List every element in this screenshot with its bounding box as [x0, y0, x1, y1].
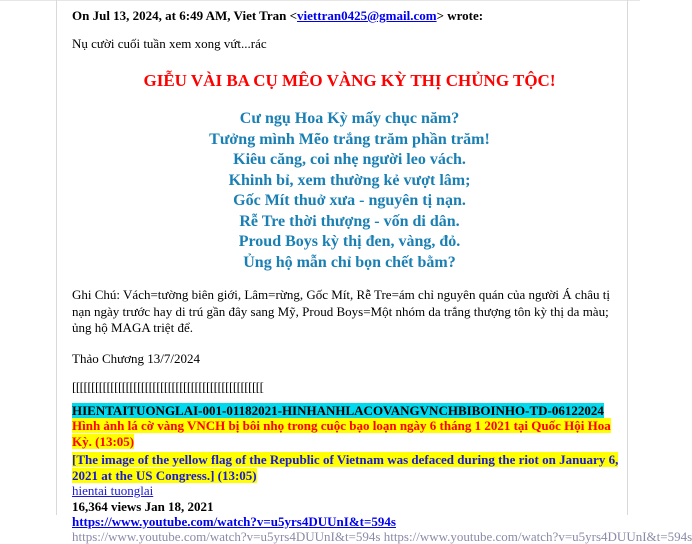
view-count: 16,364 views Jan 18, 2021 [72, 498, 214, 514]
email-subtitle: Nụ cười cuối tuần xem xong vứt...rác [72, 36, 267, 51]
poem-line: Ủng hộ mẫn chỉ bọn chết bằm? [243, 253, 456, 271]
poem-note: Ghi Chú: Vách=tường biên giới, Lâm=rừng, Gốc Mít, Rễ Tre=ám chỉ nguyên quán của người Á châu tị nạn ngày trước hay di trú gần đây sang Mỹ, Proud Boys=Một nhóm da trắng thượng tôn kỳ thị da màu; ủng hộ MAGA triệt để. [72, 287, 610, 335]
email-body [72, 8, 692, 544]
video-id-title: HIENTAITUONGLAI-001-01182021-HINHANHLACOVANGVNCHBIBOINHO-TD-06122024 [72, 402, 604, 418]
right-margin-line [627, 0, 628, 515]
window-top-border [0, 0, 640, 1]
youtube-link[interactable]: https://www.youtube.com/watch?v=u5yrs4DUUnI&t=594s [72, 514, 396, 529]
channel-link[interactable]: hientai tuonglai [72, 483, 154, 498]
video-caption-vietnamese: Hình ảnh lá cờ vàng VNCH bị bôi nhọ trong cuộc bạo loạn ngày 6 tháng 1 2021 tại Quốc Hội Hoa Kỳ. (13:05) [72, 418, 611, 449]
poem-headline: GIỄU VÀI BA CỤ MÊO VÀNG KỲ THỊ CHỦNG TỘC! [143, 71, 556, 90]
left-margin-line [56, 0, 57, 515]
quoted-header-suffix: > wrote: [436, 8, 484, 23]
poem-line: Kiêu căng, coi nhẹ người leo vách. [233, 151, 466, 168]
poem-line: Khinh bỉ, xem thường kẻ vượt lâm; [228, 171, 471, 189]
bracket-divider: [[[[[[[[[[[[[[[[[[[[[[[[[[[[[[[[[[[[[[[[[[[[[[[[[[ [72, 378, 264, 394]
quoted-header [72, 8, 627, 24]
sender-email-link[interactable]: viettran0425@gmail.com [297, 8, 437, 23]
poem-line: Rễ Tre thời thượng - vốn di dân. [239, 212, 460, 230]
quoted-header-prefix: On Jul 13, 2024, at 6:49 AM, Viet Tran < [72, 8, 298, 23]
video-meta [72, 483, 692, 544]
video-block [72, 403, 627, 484]
cutoff-line: https://www.youtube.com/watch?v=u5yrs4DUUnI&t=594s https://www.youtube.com/watch?v=u5yrs4DUUnI&t=594s [72, 528, 692, 544]
poem-block [72, 109, 627, 273]
poem-line: Gốc Mít thuở xưa - nguyên tị nạn. [233, 192, 466, 209]
poem-line: Cư ngụ Hoa Kỳ mấy chục năm? [239, 110, 460, 127]
poem-line: Tưởng mình Mẽo trắng trăm phần trăm! [209, 130, 490, 148]
video-caption-english: [The image of the yellow flag of the Republic of Vietnam was defaced during the riot on January 6, 2021 at the US Congress.] (13:05) [72, 452, 619, 483]
poem-line: Proud Boys kỳ thị đen, vàng, đỏ. [238, 233, 461, 250]
poem-signature: Thảo Chương 13/7/2024 [72, 350, 201, 366]
